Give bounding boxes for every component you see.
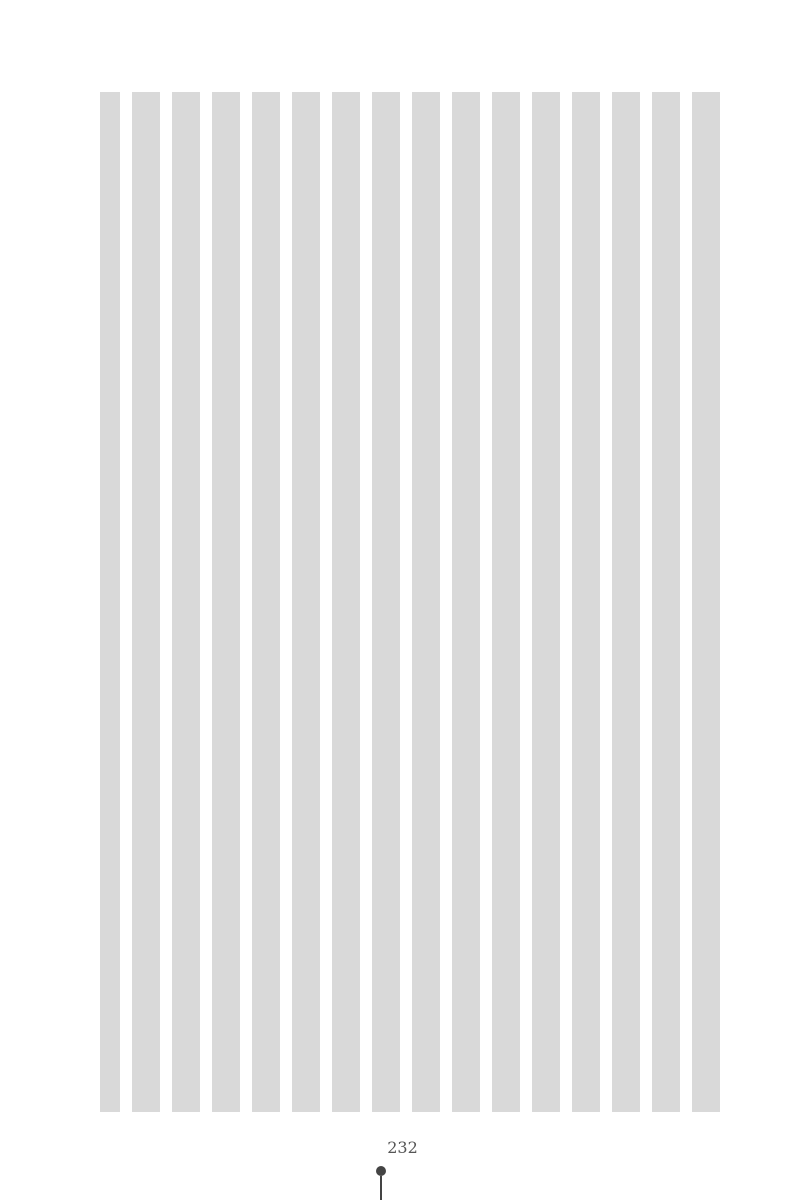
page-marker-line: [380, 1176, 382, 1200]
page-number: 232: [387, 1138, 418, 1157]
text-block: [100, 92, 720, 1112]
page-marker-dot: [376, 1166, 386, 1176]
